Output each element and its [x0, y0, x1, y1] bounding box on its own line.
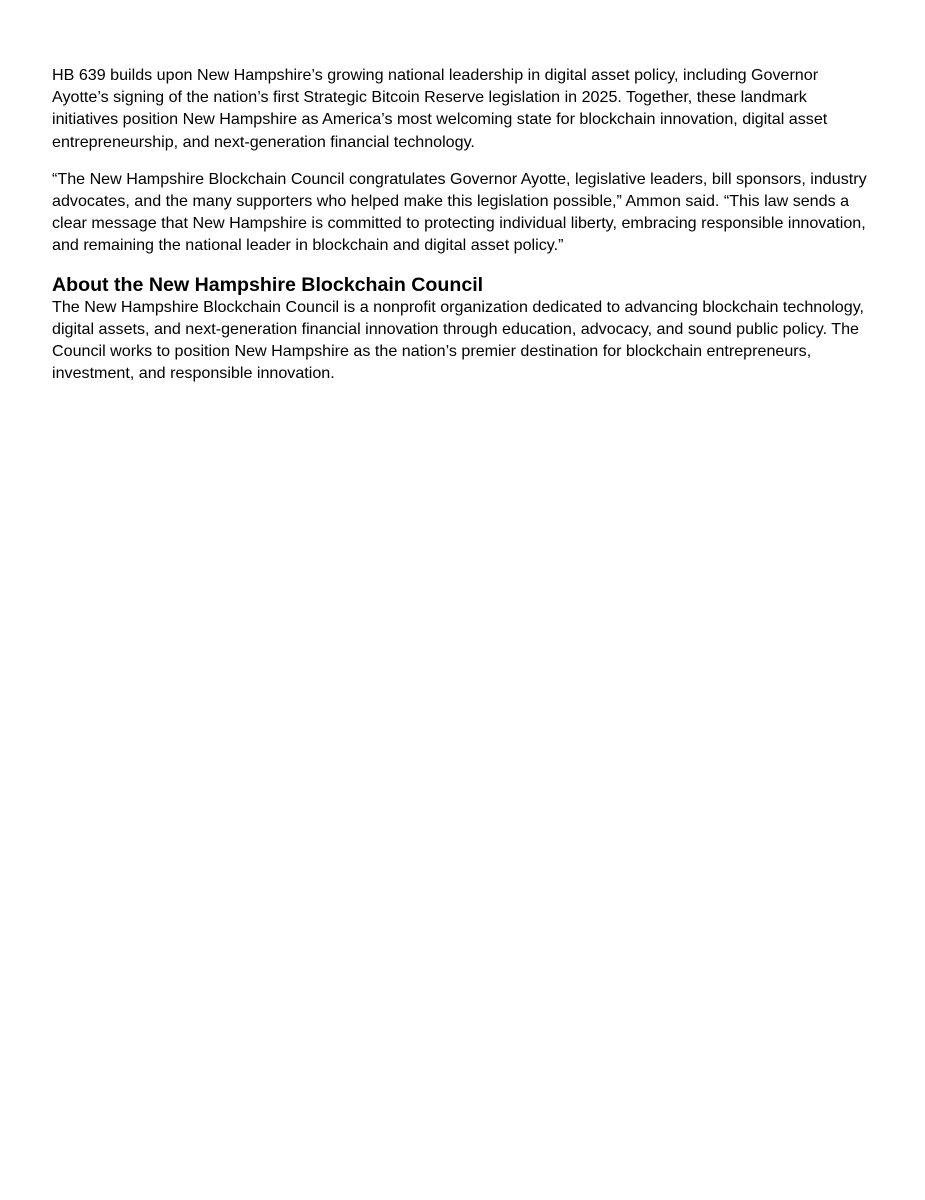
body-paragraph-quote: “The New Hampshire Blockchain Council congratulates Governor Ayotte, legislative leaders, bill sponsors, industry advocates, and the many supporters who helped make this legislation possible,” Ammon said. “This law sends a clear message that New Hampshire is committed to protecting individual liberty, embracing responsible innovation, and remaining the national leader in blockchain and digital asset policy.” [52, 169, 867, 255]
about-section-heading: About the New Hampshire Blockchain Council [52, 273, 484, 296]
document-page [52, 64, 874, 384]
about-section-paragraph: The New Hampshire Blockchain Council is a nonprofit organization dedicated to advancing blockchain technology, digital assets, and next-generation financial innovation through education, advocacy, and sound public policy. The Council works to position New Hampshire as the nation’s premier destination for blockchain entrepreneurs, investment, and responsible innovation. [52, 297, 865, 383]
body-paragraph-hb639: HB 639 builds upon New Hampshire’s growing national leadership in digital asset policy, including Governor Ayotte’s signing of the nation’s first Strategic Bitcoin Reserve legislation in 2025. Together, these landmark initiatives position New Hampshire as America’s most welcoming state for blockchain innovation, digital asset entrepreneurship, and next-generation financial technology. [52, 66, 828, 151]
